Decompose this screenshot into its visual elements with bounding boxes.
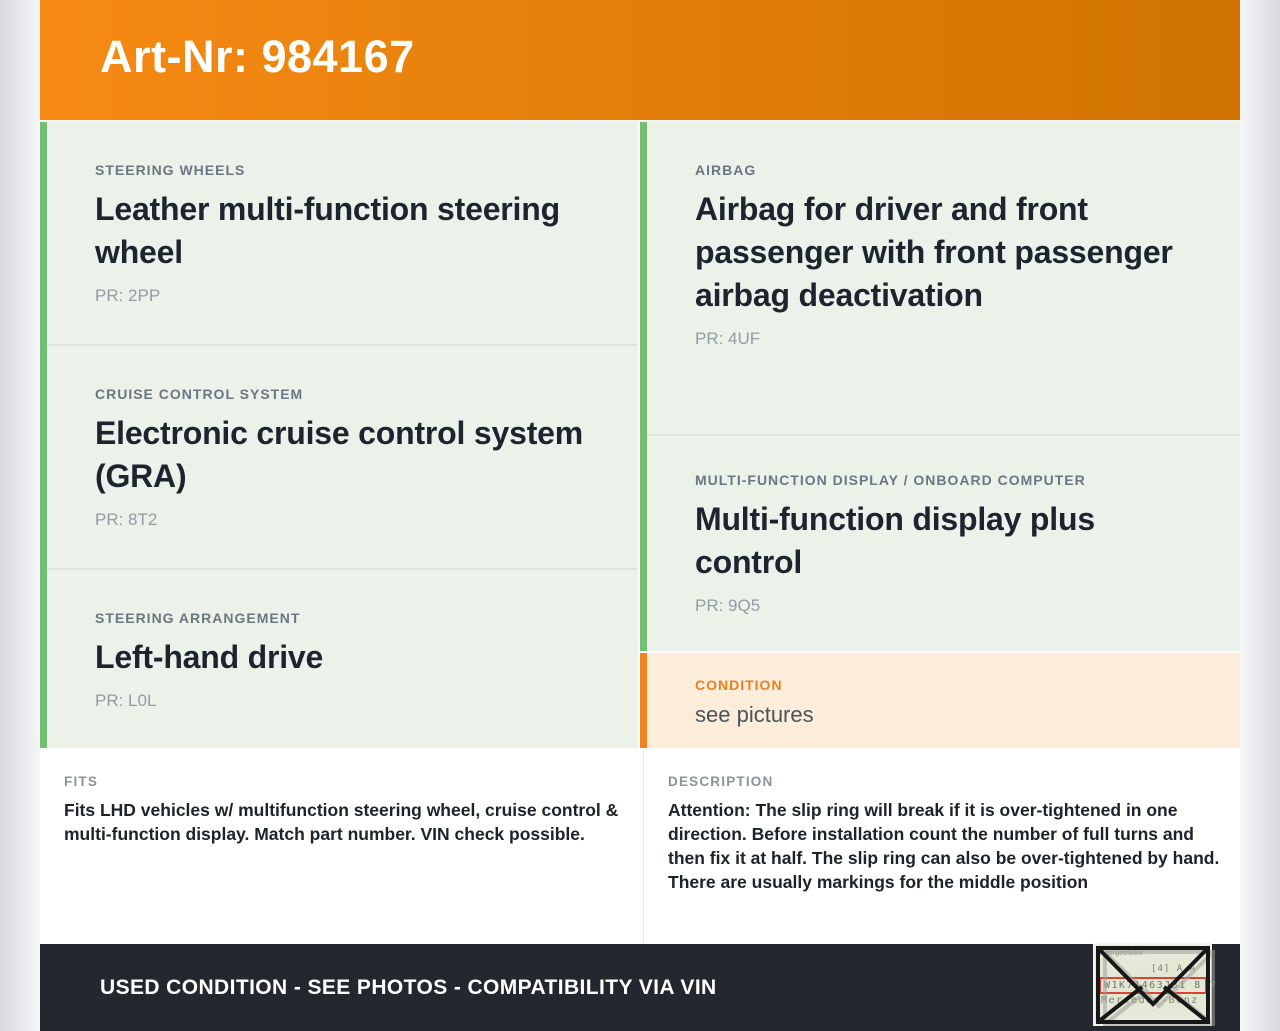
card-steering-wheels [47,122,638,344]
details-section [40,748,1240,944]
condition-value: see pictures [695,702,814,727]
description-block [644,748,1240,944]
vin-highlight-box: W1K71463J31 8 [1099,977,1207,994]
equipment-column-right [640,122,1240,748]
pr-code: PR: L0L [95,691,157,710]
card-title: Airbag for driver and front passenger with front passenger airbag deactivation [695,191,1173,313]
description-label: DESCRIPTION [668,774,774,789]
doc-field-label: Fahrgestellnr. [1100,950,1146,957]
equipment-column-left [40,122,640,748]
condition-label: CONDITION [695,677,783,693]
card-title: Left-hand drive [95,639,324,675]
card-cruise-control [47,346,638,568]
footer-banner [40,944,1240,1031]
card-steering-arrangement [47,570,638,748]
pr-code: PR: 2PP [95,286,161,305]
category-label: STEERING WHEELS [95,162,246,178]
category-label: AIRBAG [695,162,757,178]
fits-text: Fits LHD vehicles w/ multifunction steering wheel, cruise control & multi-function display. Match part number. VIN check possible. [64,800,619,844]
category-label: CRUISE CONTROL SYSTEM [95,386,304,402]
pr-code: PR: 9Q5 [695,596,761,615]
card-title: Leather multi-function steering wheel [95,191,560,270]
equipment-columns [40,122,1240,748]
description-text: Attention: The slip ring will break if it is over-tightened in one direction. Before installation count the number of full turns and then fix it at half. The slip ring can also be over-tightened by hand. There are usually markings for the middle position [668,800,1220,892]
condition-card [640,653,1240,748]
card-title: Electronic cruise control system (GRA) [95,415,584,494]
fits-label: FITS [64,774,99,789]
footer-text: USED CONDITION - SEE PHOTOS - COMPATIBILITY VIA VIN [100,975,717,999]
equipment-panel-left [40,122,640,748]
fits-block [40,748,644,944]
card-title: Multi-function display plus control [695,501,1095,580]
doc-code-fragment: [4] A A [1151,964,1196,974]
envelope-icon [1095,945,1214,1028]
equipment-panel-right [640,122,1240,651]
listing-page [40,0,1240,1031]
header-banner [40,0,1240,120]
card-airbag [647,122,1240,434]
category-label: STEERING ARRANGEMENT [95,610,301,626]
brand-line: Mercedes-Benz [1101,995,1199,1006]
article-number: Art-Nr: 984167 [100,31,415,82]
vin-document-photo [1093,943,1216,1026]
category-label: MULTI-FUNCTION DISPLAY / ONBOARD COMPUTER [695,472,1086,488]
pr-code: PR: 4UF [695,329,761,348]
pr-code: PR: 8T2 [95,510,158,529]
vin-suffix: 7 [1209,980,1216,991]
card-multifunction-display [647,436,1240,651]
